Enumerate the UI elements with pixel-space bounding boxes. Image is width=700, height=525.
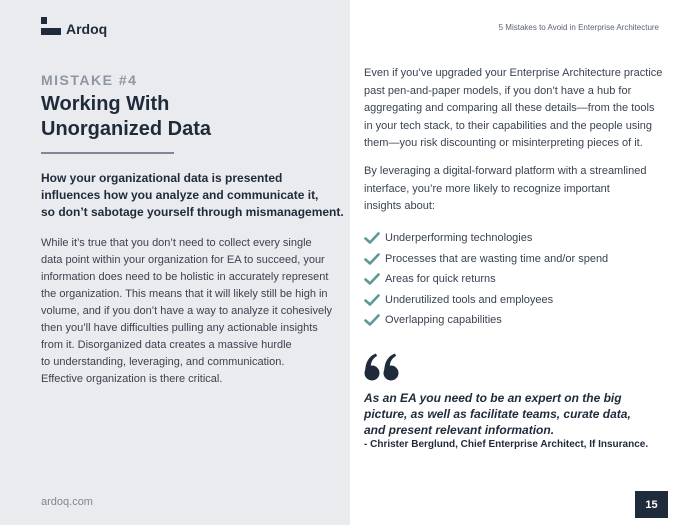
para-line: in your tech stack, to their capabilities and the people using <box>364 119 653 132</box>
para-line: past pen-and-paper models, if you don’t have a hub for <box>364 84 632 97</box>
body-line: Effective organization is there critical. <box>41 373 223 385</box>
body-line: the organization. This means that it will likely still be high in <box>41 288 328 300</box>
lead-line: How your organizational data is presented <box>41 171 283 185</box>
list-item-label: Processes that are wasting time and/or spend <box>385 252 609 265</box>
body-line: then you’ll have difficulties pulling any actionable insights <box>41 322 318 334</box>
title-divider <box>41 152 174 154</box>
list-item-label: Areas for quick returns <box>385 273 496 286</box>
intro-paragraph <box>364 65 664 153</box>
check-icon <box>364 273 380 285</box>
document-title: 5 Mistakes to Avoid in Enterprise Architecture <box>498 23 659 32</box>
lead-line: so don’t sabotage yourself through mismanagement. <box>41 205 344 219</box>
list-item <box>364 269 608 290</box>
title-line: Unorganized Data <box>41 118 212 140</box>
page-title <box>41 92 331 142</box>
lead-paragraph <box>41 170 344 221</box>
brand-name: Ardoq <box>66 21 108 37</box>
body-line: While it’s true that you don’t need to collect every single <box>41 237 312 249</box>
para-line: insights about: <box>364 200 435 212</box>
mistake-label: MISTAKE #4 <box>41 72 138 88</box>
body-line: data point within your organization for EA to succeed, your <box>41 254 325 266</box>
body-line: from it. Disorganized data creates a massive hurdle <box>41 339 292 351</box>
body-paragraph <box>41 235 341 388</box>
list-item <box>364 310 608 331</box>
check-icon <box>364 253 380 265</box>
para-line: them—you risk discounting or misinterpreting pieces of it. <box>364 137 643 149</box>
insights-checklist <box>364 228 608 331</box>
para-line: By leveraging a digital-forward platform with a streamlined <box>364 165 647 177</box>
page-number: 15 <box>635 491 668 518</box>
para-line: Even if you’ve upgraded your Enterprise Architecture practice <box>364 67 663 79</box>
list-item <box>364 228 608 249</box>
list-item <box>364 290 608 311</box>
check-icon <box>364 232 380 244</box>
list-item-label: Underutilized tools and employees <box>385 293 554 306</box>
lead-line: influences how you analyze and communicate it, <box>41 188 319 202</box>
check-icon <box>364 314 380 326</box>
list-item-label: Underperforming technologies <box>385 232 533 245</box>
body-line: to understanding, leveraging, and communication. <box>41 356 285 368</box>
ardoq-logo-icon <box>41 17 61 37</box>
body-line: volume, and if you don’t have a way to analyze it cohesively <box>41 305 333 317</box>
para-line: interface, you’re more likely to recognize important <box>364 182 610 195</box>
quote-line: As an EA you need to be an expert on the big <box>364 391 622 405</box>
quote-text <box>364 390 664 438</box>
list-item <box>364 249 608 270</box>
body-line: information does need to be holistic in accurately represent <box>41 271 329 283</box>
quote-line: and present relevant information. <box>364 423 555 437</box>
footer-url[interactable]: ardoq.com <box>41 496 93 508</box>
list-item-label: Overlapping capabilities <box>385 314 502 327</box>
para-line: aggregating and comparing all these details—from the tools <box>364 102 655 114</box>
title-line: Working With <box>41 93 170 115</box>
quote-author: - Christer Berglund, Chief Enterprise Architect, If Insurance. <box>364 439 649 450</box>
quote-line: picture, as well as facilitate teams, curate data, <box>364 407 631 421</box>
check-icon <box>364 294 380 306</box>
quote-icon <box>364 352 400 382</box>
second-paragraph <box>364 163 664 216</box>
